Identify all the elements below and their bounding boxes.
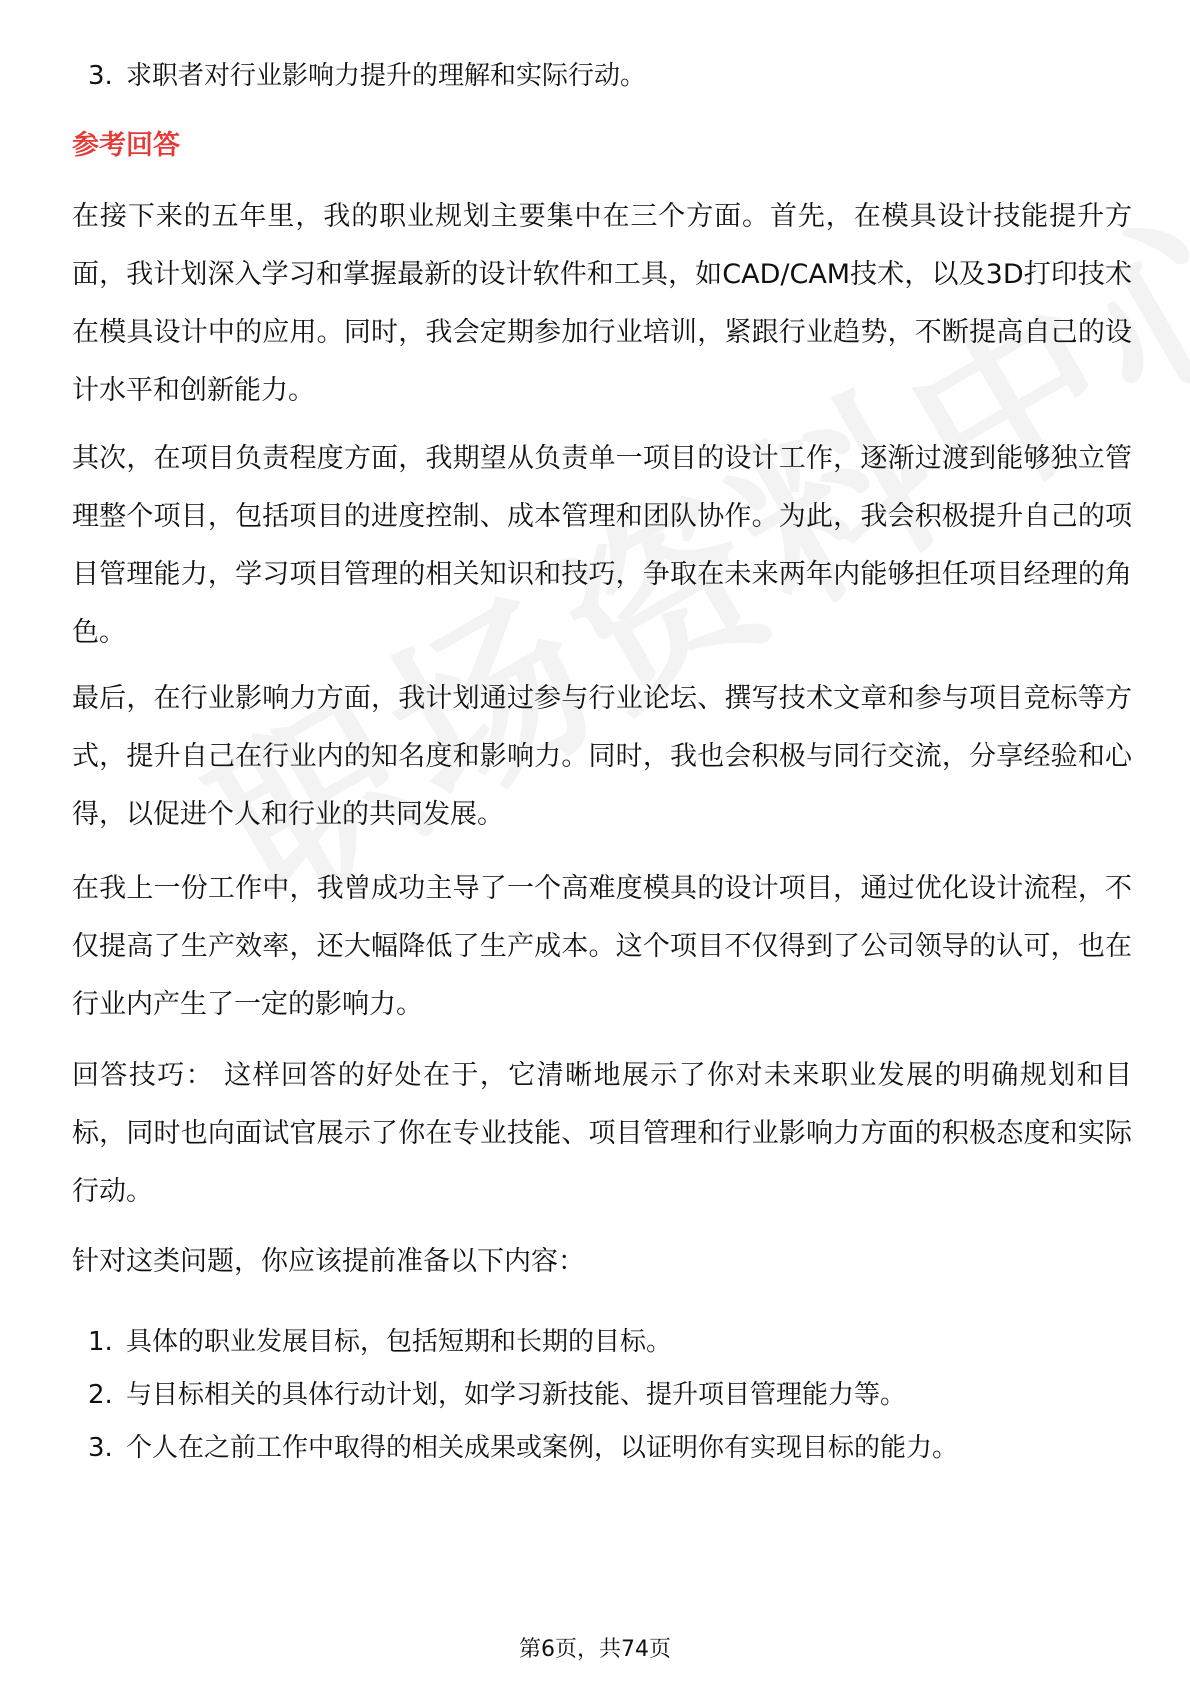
- list-number: 2.: [88, 1380, 113, 1410]
- list-item: [88, 1428, 958, 1468]
- list-item: [88, 1322, 672, 1362]
- section-heading: 参考回答: [72, 130, 180, 161]
- list-text: 与目标相关的具体行动计划，如学习新技能、提升项目管理能力等。: [126, 1380, 907, 1410]
- list-item: [88, 56, 646, 96]
- list-text: 求职者对行业影响力提升的理解和实际行动。: [126, 61, 647, 91]
- list-text: 个人在之前工作中取得的相关成果或案例，以证明你有实现目标的能力。: [126, 1433, 959, 1463]
- paragraph-industry-influence: 最后，在行业影响力方面，我计划通过参与行业论坛、撰写技术文章和参与项目竞标等方式，提升自己在行业内的知名度和影响力。同时，我也会积极与同行交流，分享经验和心得，以促进个人和行业的共同发展。: [72, 683, 1132, 830]
- list-number: 3.: [88, 61, 113, 91]
- page-footer: 第6页，共74页: [519, 1637, 671, 1662]
- list-item: [88, 1375, 906, 1415]
- prep-intro: 针对这类问题，你应该提前准备以下内容：: [72, 1246, 585, 1277]
- paragraph-answer-tips: 回答技巧： 这样回答的好处在于，它清晰地展示了你对未来职业发展的明确规划和目标，同时也向面试官展示了你在专业技能、项目管理和行业影响力方面的积极态度和实际行动。: [72, 1060, 1132, 1207]
- paragraph-project-responsibility: 其次，在项目负责程度方面，我期望从负责单一项目的设计工作，逐渐过渡到能够独立管理整个项目，包括项目的进度控制、成本管理和团队协作。为此，我会积极提升自己的项目管理能力，学习项目管理的相关知识和技巧，争取在未来两年内能够担任项目经理的角色。: [72, 443, 1132, 648]
- list-text: 具体的职业发展目标，包括短期和长期的目标。: [126, 1327, 673, 1357]
- paragraph-career-plan: 在接下来的五年里，我的职业规划主要集中在三个方面。首先，在模具设计技能提升方面，我计划深入学习和掌握最新的设计软件和工具，如CAD/CAM技术，以及3D打印技术在模具设计中的应用。同时，我会定期参加行业培训，紧跟行业趋势，不断提高自己的设计水平和创新能力。: [72, 201, 1132, 406]
- list-number: 1.: [88, 1327, 113, 1357]
- list-number: 3.: [88, 1433, 113, 1463]
- paragraph-past-achievement: 在我上一份工作中，我曾成功主导了一个高难度模具的设计项目，通过优化设计流程，不仅提高了生产效率，还大幅降低了生产成本。这个项目不仅得到了公司领导的认可，也在行业内产生了一定的影响力。: [72, 873, 1132, 1020]
